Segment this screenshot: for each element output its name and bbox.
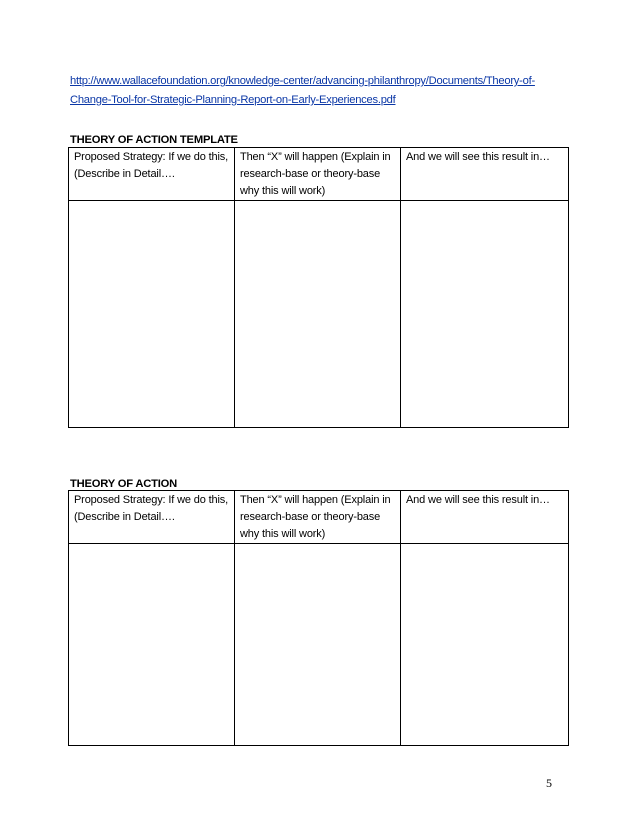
header-then-x-will-happen: Then “X” will happen (Explain in research-base or theory-base why this will work) bbox=[235, 148, 401, 201]
header-then-x-will-happen: Then “X” will happen (Explain in research-base or theory-base why this will work) bbox=[235, 491, 401, 544]
entry-cell-explanation[interactable] bbox=[235, 201, 401, 428]
table-header-row bbox=[69, 491, 569, 544]
theory-of-action-template-table bbox=[68, 147, 569, 428]
table-header-row bbox=[69, 148, 569, 201]
source-link-line-2[interactable]: Change-Tool-for-Strategic-Planning-Report-on-Early-Experiences.pdf bbox=[70, 94, 396, 106]
page-number: 5 bbox=[546, 776, 552, 790]
template-table-title: THEORY OF ACTION TEMPLATE bbox=[70, 134, 238, 146]
entry-cell-result[interactable] bbox=[401, 201, 569, 428]
entry-cell-explanation[interactable] bbox=[235, 544, 401, 746]
header-result: And we will see this result in… bbox=[401, 148, 569, 201]
entry-cell-strategy[interactable] bbox=[69, 544, 235, 746]
source-link-line-1[interactable]: http://www.wallacefoundation.org/knowledge-center/advancing-philanthropy/Documents/Theory-of- bbox=[70, 75, 535, 87]
theory-of-action-table bbox=[68, 490, 569, 746]
header-proposed-strategy: Proposed Strategy: If we do this, (Describe in Detail…. bbox=[69, 148, 235, 201]
header-proposed-strategy: Proposed Strategy: If we do this, (Describe in Detail…. bbox=[69, 491, 235, 544]
table-entry-row bbox=[69, 201, 569, 428]
entry-cell-result[interactable] bbox=[401, 544, 569, 746]
source-link[interactable] bbox=[70, 72, 570, 110]
header-result: And we will see this result in… bbox=[401, 491, 569, 544]
entry-cell-strategy[interactable] bbox=[69, 201, 235, 428]
table-entry-row bbox=[69, 544, 569, 746]
action-table-title: THEORY OF ACTION bbox=[70, 478, 178, 490]
